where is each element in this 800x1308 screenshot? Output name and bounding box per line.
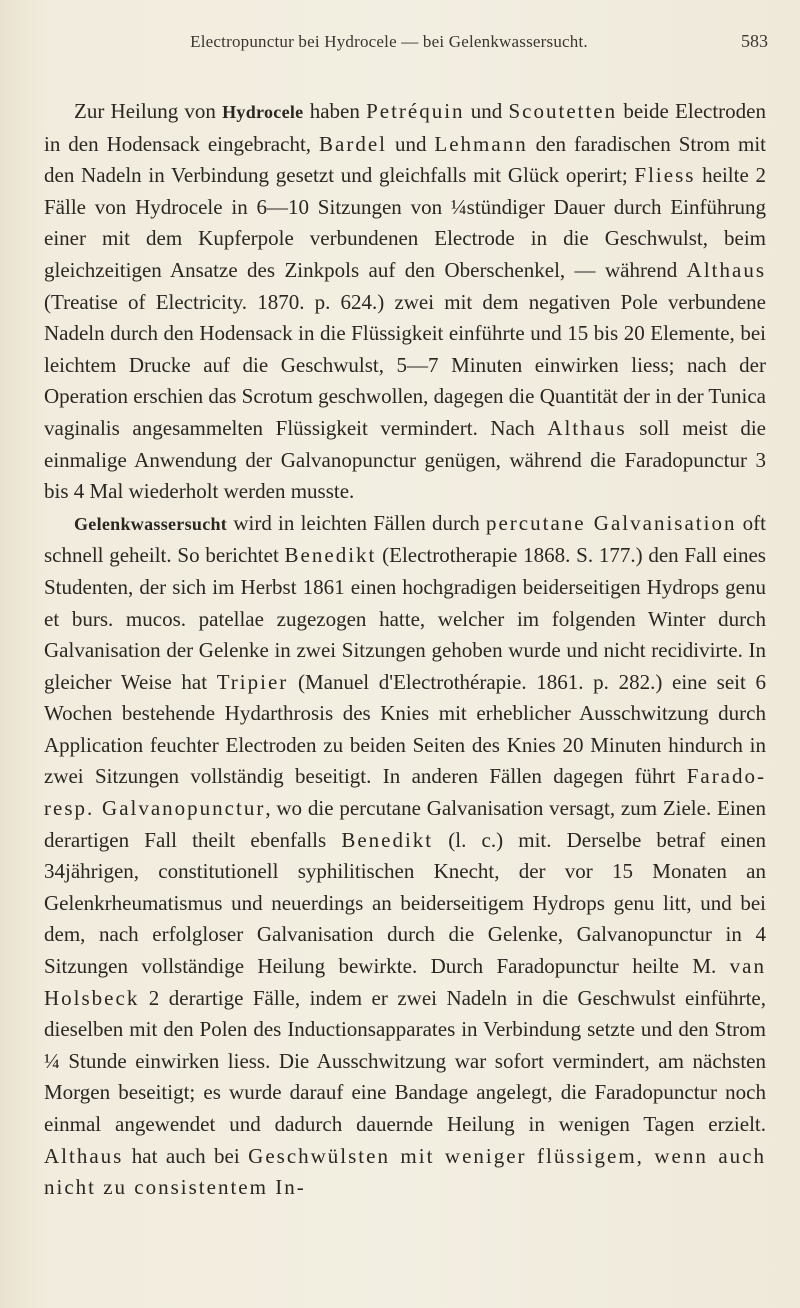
text-run: (Electrotherapie 1868. S. 177.) den Fall eines Studenten, der sich im Herbst 1861 einen hochgradigen beiderseitigen Hydrops genu et burs. mucos. patellae zugezogen hatte, welcher im folgenden Winter durch Galvanisation der Gelenke in zwei Sitzungen gehoben wurde und nicht recidivirte. In gleicher Weise hat	[44, 543, 766, 694]
emphasis: Geschwülsten mit weniger flüssigem, wenn auch nicht zu consistentem In-	[44, 1143, 766, 1200]
author-name: Lehmann	[434, 131, 528, 156]
text-run: (Manuel d'Electrothérapie. 1861. p. 282.) eine seit 6 Wochen bestehende Hydarthrosis des Knies mit erheblicher Ausschwitzung durch Application feuchter Electroden zu beiden Seiten des Knies 20 Minuten hindurch in zwei Sitzungen vollständig beseitigt. In anderen Fällen dagegen führt	[44, 669, 766, 789]
author-name: Petréquin	[366, 99, 465, 123]
author-name: Scoutetten	[508, 99, 618, 123]
author-name: Fliess	[634, 163, 696, 188]
running-title: Electropunctur bei Hydrocele — bei Gelenkwassersucht.	[190, 32, 588, 51]
text-run: heilte 2 Fälle von Hydrocele in 6—10 Sitzungen von ¼stündiger Dauer durch Einführung einer mit dem Kupferpole verbundenen Electrode in die Geschwulst, beim gleichzeitigen Ansatze des Zinkpols auf den Oberschenkel, — während	[44, 163, 766, 282]
text-run: hat auch bei	[123, 1143, 249, 1168]
author-name: Benedikt	[341, 827, 434, 852]
author-name: Tripier	[216, 669, 289, 694]
text-run: (Treatise of Electricity. 1870. p. 624.) zwei mit dem negativen Pole verbundene Nadeln durch den Hodensack in die Flüssigkeit einführte und 15 bis 20 Elemente, bei leichtem Drucke auf die Geschwulst, 5—7 Minuten einwirken liess; nach der Operation erschien das Scrotum geschwollen, dagegen die Quantität der in der Tunica vaginalis angesammelten Flüssigkeit vermindert. Nach	[44, 289, 766, 440]
text-run: und	[386, 131, 435, 156]
author-name: Althaus	[547, 415, 627, 440]
author-name: Benedikt	[284, 543, 377, 568]
text-run: soll meist die einmalige Anwendung der Galvanopunctur genügen, während die Faradopunctur 3 bis 4 Mal wiederholt werden musste.	[44, 415, 766, 504]
text-run: beide Electroden in den Hodensack eingebracht,	[44, 99, 766, 156]
paragraph-hydrocele	[44, 96, 766, 508]
emphasis: Farado- resp. Galvanopunctur	[44, 764, 766, 821]
author-name: Althaus	[44, 1143, 124, 1168]
author-name: Bardel	[319, 131, 387, 156]
text-run: wird in leichten Fällen durch	[227, 510, 486, 535]
text-run: (l. c.) mit. Derselbe betraf einen 34jährigen, constitutionell syphilitischen Knecht, der vor 15 Monaten an Gelenkrheumatismus und neuerdings an beiderseitigem Hydrops genu litt, und bei dem, nach erfolgloser Galvanisation durch die Gelenke, Galvanopunctur in 4 Sitzungen vollständige Heilung bewirkte. Durch Faradopunctur heilte M.	[44, 827, 766, 979]
page-header	[0, 0, 800, 60]
term-hydrocele: Hydrocele	[222, 102, 304, 122]
paragraph-gelenkwassersucht	[44, 508, 766, 1204]
page-number: 583	[741, 31, 768, 51]
text-run: den faradischen Strom mit den Nadeln in Verbindung gesetzt und gleichfalls mit Glück operirt;	[44, 131, 766, 188]
text-run: oft schnell geheilt. So berichtet	[44, 510, 766, 568]
text-run: und	[464, 99, 509, 123]
text-run: Zur Heilung von	[74, 99, 223, 123]
emphasis: percutane Galvanisation	[485, 510, 737, 535]
author-name: Althaus	[686, 257, 766, 282]
body-text	[44, 96, 766, 1204]
text-run: 2 derartige Fälle, indem er zwei Nadeln in die Geschwulst einführte, dieselben mit den Polen des Inductionsapparates in Verbindung setzte und den Strom ¼ Stunde einwirken liess. Die Ausschwitzung war sofort vermindert, am nächsten Morgen beseitigt; es wurde darauf eine Bandage angelegt, die Faradopunctur noch einmal angewendet und dadurch dauernde Heilung in wenigen Tagen erzielt.	[44, 985, 766, 1136]
term-gelenkwassersucht: Gelenkwassersucht	[74, 513, 228, 534]
text-run: haben	[303, 99, 367, 123]
author-name: van Holsbeck	[44, 954, 766, 1010]
text-run: , wo die percutane Galvanisation versagt, zum Ziele. Einen derartigen Fall theilt ebenfalls	[44, 796, 766, 852]
